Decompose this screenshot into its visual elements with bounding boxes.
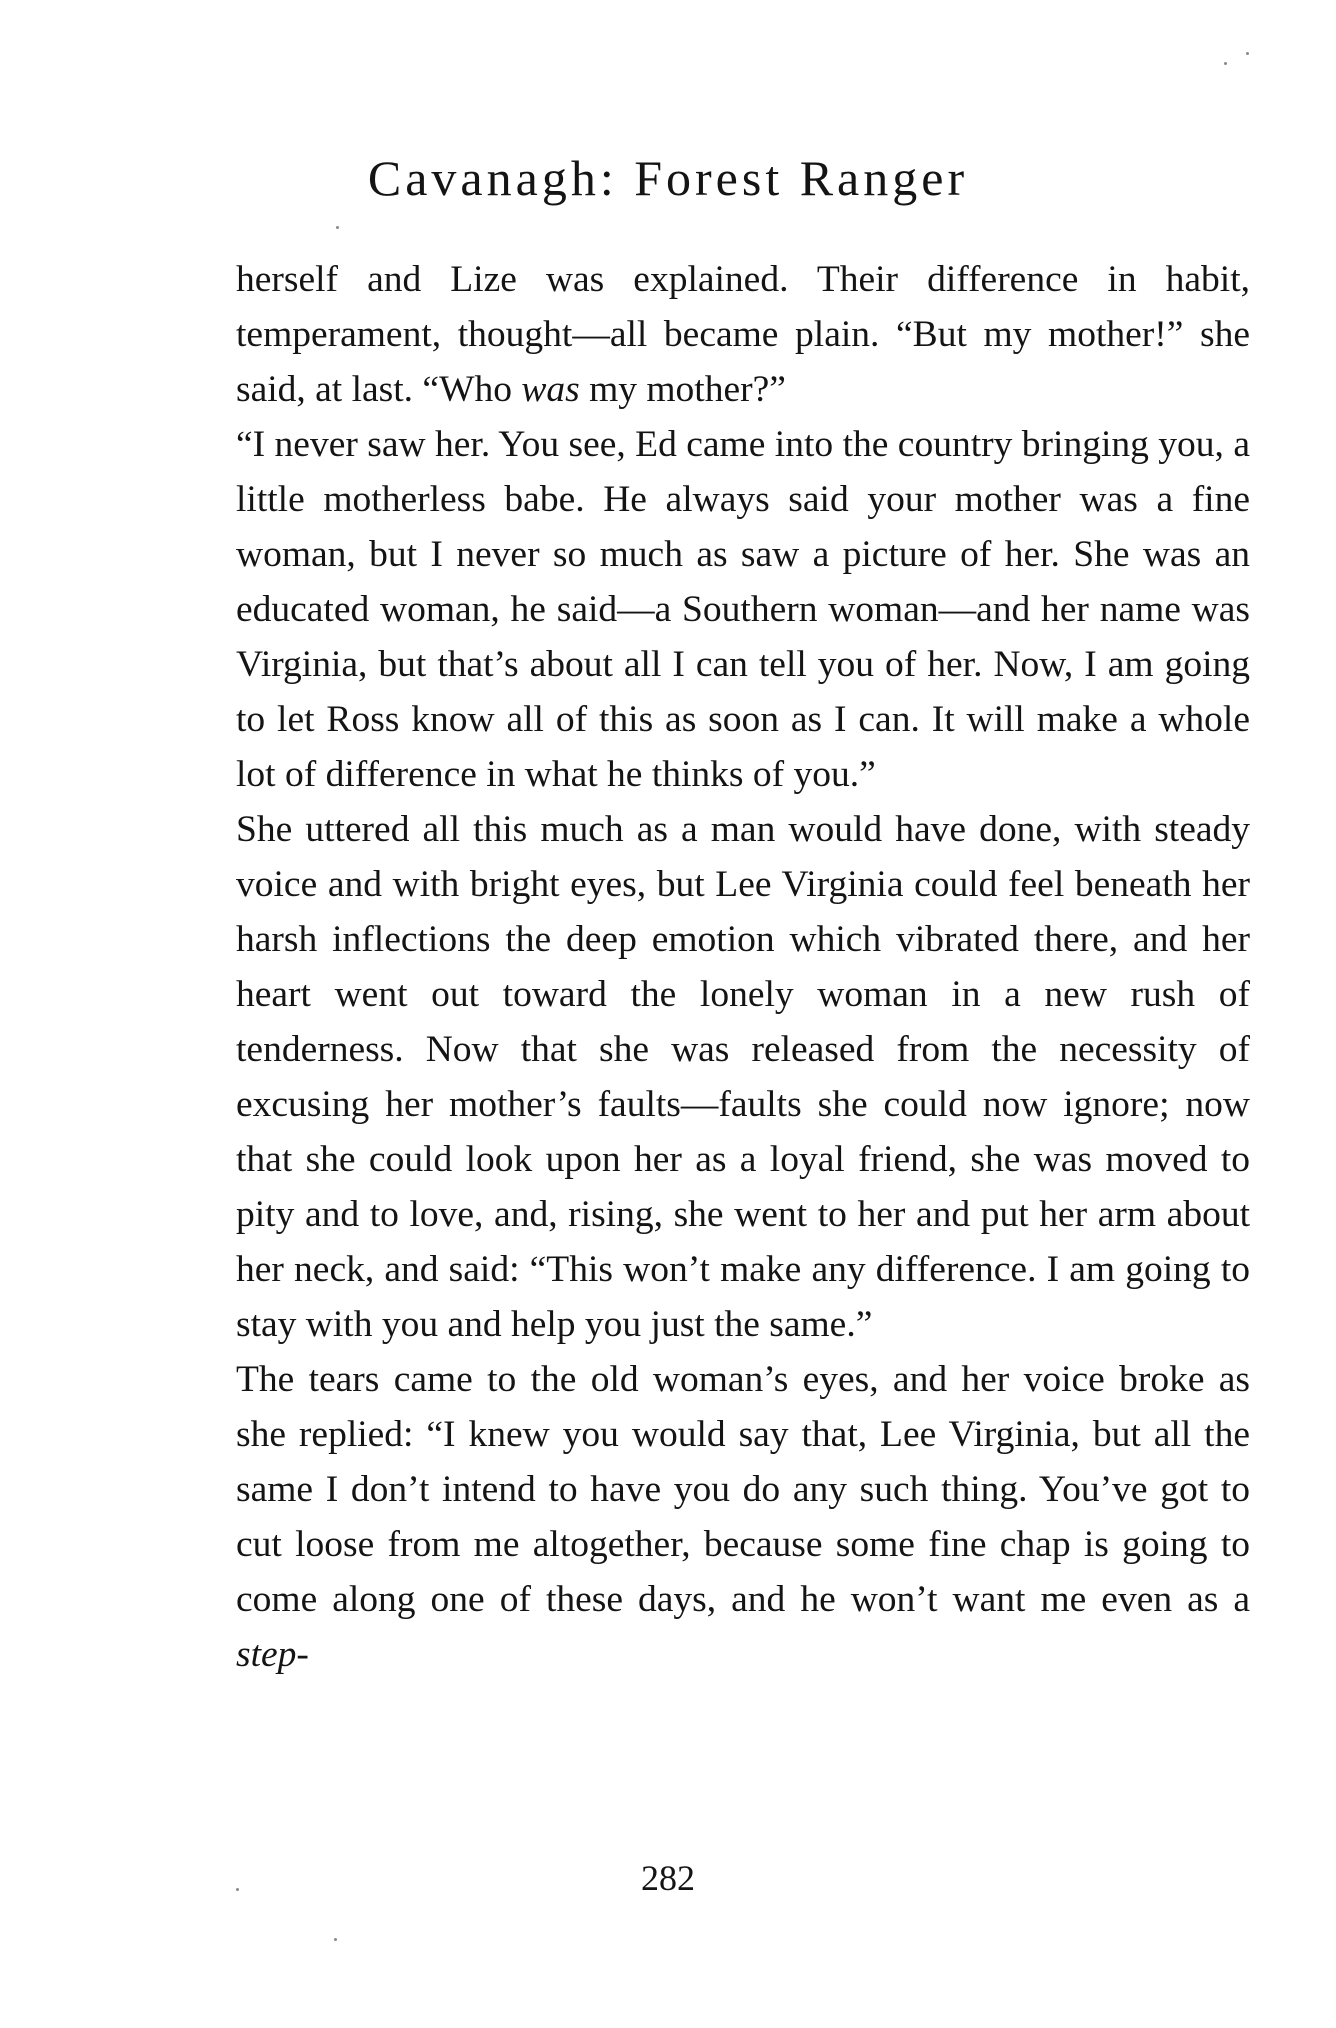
paragraph-1-text: herself and Lize was explained. Their difference in habit, temperament, thought—all became plain. “But my mother!” she said, at last. “Who (236, 259, 1250, 410)
paper-speck (1224, 62, 1227, 65)
paragraph-1-emphasis: was (521, 369, 580, 410)
paper-speck (236, 1888, 239, 1891)
body-text (236, 252, 1250, 1682)
paragraph-4 (236, 1352, 1250, 1682)
running-head-title: Cavanagh: Forest Ranger (367, 150, 969, 206)
paper-speck (334, 1938, 337, 1941)
paragraph-4-text: The tears came to the old woman’s eyes, and her voice broke as she replied: “I knew you would say that, Lee Virginia, but all the same I don’t intend to have you do any such thing. You’ve got to cut loose from me altogether, because some fine chap is going to come along one of these days, and he won’t want me even as a (236, 1359, 1250, 1620)
paragraph-4-emphasis: step- (236, 1634, 309, 1675)
paragraph-3: She uttered all this much as a man would have done, with steady voice and with bright eyes, but Lee Virginia could feel beneath her harsh inflections the deep emotion which vibrated there, and her heart went out toward the lonely woman in a new rush of tenderness. Now that she was released from the necessity of excusing her mother’s faults—faults she could now ignore; now that she could look upon her as a loyal friend, she was moved to pity and to love, and, rising, she went to her and put her arm about her neck, and said: “This won’t make any difference. I am going to stay with you and help you just the same.” (236, 809, 1250, 1345)
paragraph-1-tail: my mother?” (579, 369, 786, 410)
page-number: 282 (641, 1858, 695, 1898)
paper-speck (336, 226, 339, 229)
paragraph-1 (236, 252, 1250, 417)
paper-speck (1246, 52, 1249, 55)
paragraph-2: “I never saw her. You see, Ed came into the country bringing you, a little motherless babe. He always said your mother was a fine woman, but I never so much as saw a picture of her. She was an educated woman, he said—a Southern woman—and her name was Virginia, but that’s about all I can tell you of her. Now, I am going to let Ross know all of this as soon as I can. It will make a whole lot of difference in what he thinks of you.” (236, 424, 1250, 795)
